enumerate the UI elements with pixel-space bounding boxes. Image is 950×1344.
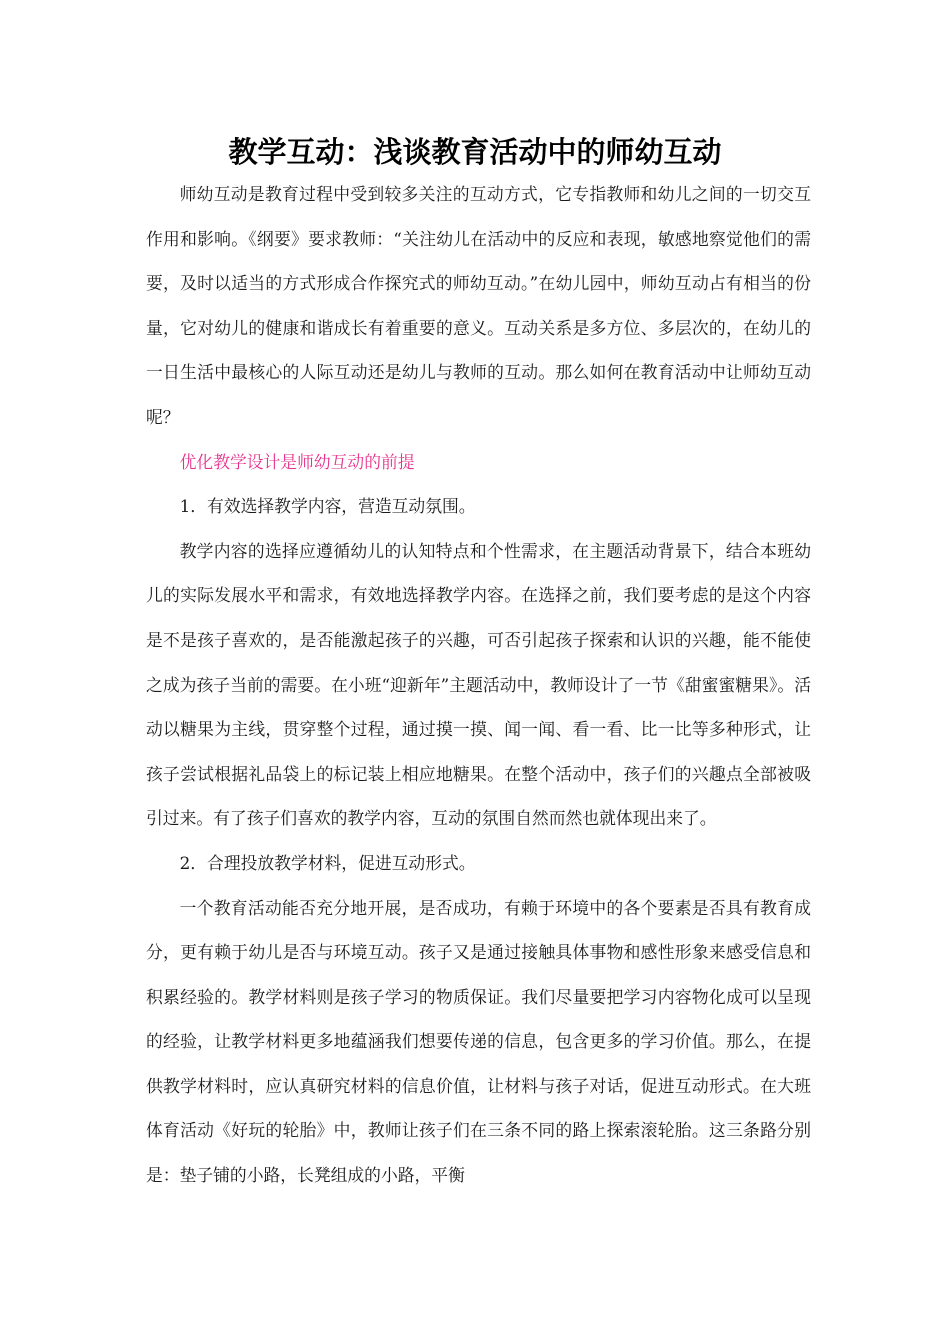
subheading-1: 1．有效选择教学内容，营造互动氛围。	[179, 496, 476, 517]
document-title: 教学互动：浅谈教育活动中的师幼互动	[228, 135, 722, 169]
content-paragraph-2: 一个教育活动能否充分地开展，是否成功，有赖于环境中的各个要素是否具有教育成分，更有赖于幼儿是否与环境互动。孩子又是通过接触具体事物和感性形象来感受信息和积累经验的。教学材料则是孩子学习的物质保证。我们尽量要把学习内容物化成可以呈现的经验，让教学材料更多地蕴涵我们想要传递的信息，包含更多的学习价值。那么，在提供教学材料时，应认真研究材料的信息价值，让材料与孩子对话，促进互动形式。在大班体育活动《好玩的轮胎》中，教师让孩子们在三条不同的路上探索滚轮胎。这三条路分别是：垫子铺的小路，长凳组成的小路，平衡	[146, 897, 811, 1186]
subheading-2: 2．合理投放教学材料，促进互动形式。	[179, 852, 476, 873]
intro-paragraph: 师幼互动是教育过程中受到较多关注的互动方式，它专指教师和幼儿之间的一切交互作用和影响。《纲要》要求教师：“关注幼儿在活动中的反应和表现，敏感地察觉他们的需要，及时以适当的方式形成合作探究式的师幼互动。”在幼儿园中，师幼互动占有相当的份量，它对幼儿的健康和谐成长有着重要的意义。互动关系是多方位、多层次的，在幼儿的一日生活中最核心的人际互动还是幼儿与教师的互动。那么如何在教育活动中让师幼互动呢？	[146, 184, 811, 427]
document-body	[146, 172, 811, 1198]
section-heading: 优化教学设计是师幼互动的前提	[179, 451, 415, 472]
content-paragraph-1: 教学内容的选择应遵循幼儿的认知特点和个性需求，在主题活动背景下，结合本班幼儿的实际发展水平和需求，有效地选择教学内容。在选择之前，我们要考虑的是这个内容是不是孩子喜欢的，是否能激起孩子的兴趣，可否引起孩子探索和认识的兴趣，能不能使之成为孩子当前的需要。在小班“迎新年”主题活动中，教师设计了一节《甜蜜蜜糖果》。活动以糖果为主线，贯穿整个过程，通过摸一摸、闻一闻、看一看、比一比等多种形式，让孩子尝试根据礼品袋上的标记装上相应地糖果。在整个活动中，孩子们的兴趣点全部被吸引过来。有了孩子们喜欢的教学内容，互动的氛围自然而然也就体现出来了。	[146, 540, 811, 829]
